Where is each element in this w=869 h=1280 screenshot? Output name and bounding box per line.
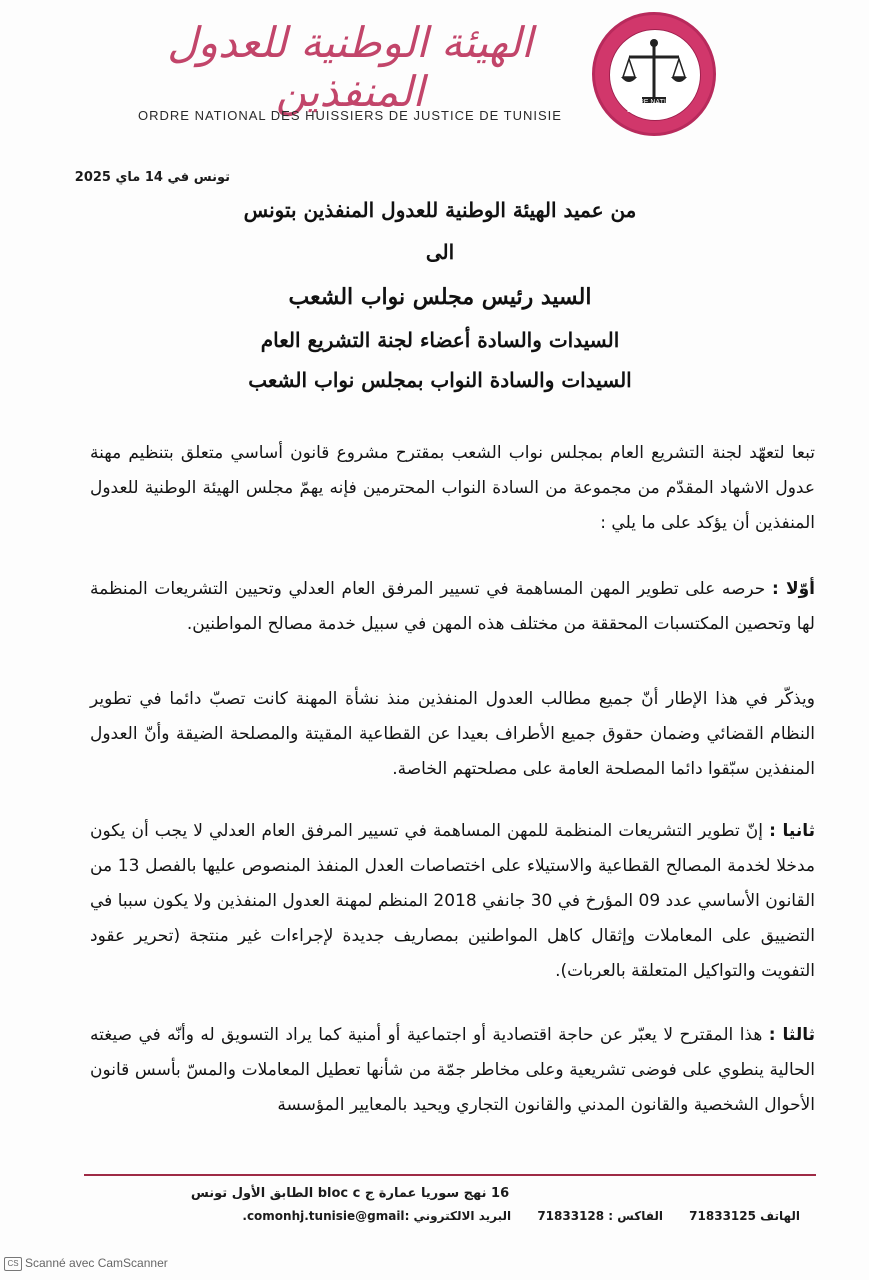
- footer-divider: [84, 1174, 816, 1176]
- letter-date: تونس في 14 ماي 2025: [74, 170, 230, 185]
- to-heading: الى: [425, 240, 455, 264]
- sender-heading: من عميد الهيئة الوطنية للعدول المنفذين بتونس: [243, 198, 637, 222]
- footer-address: 16 نهج سوريا عمارة ج bloc c الطابق الأول تونس: [190, 1186, 510, 1201]
- organization-seal-logo: [592, 12, 716, 136]
- organization-name-arabic: الهيئة الوطنية للعدول المنفذين: [167, 18, 533, 116]
- footer-fax: الفاكس : 71833128: [537, 1209, 663, 1223]
- intro-paragraph: تبعا لتعهّد لجنة التشريع العام بمجلس نواب الشعب بمقترح مشروع قانون أساسي متعلق بتنظيم مهنة عدول الاشهاد المقدّم من مجموعة من السادة النواب المحترمين فإنه يهمّ مجلس الهيئة الوطنية للعدول المنفذين أن يؤكد على ما يلي :: [90, 443, 815, 533]
- paragraph-first-lead: أوّلا :: [771, 579, 815, 599]
- footer-email: البريد الالكتروني :comonhj.tunisie@gmail.: [242, 1209, 512, 1223]
- paragraph-third-text: هذا المقترح لا يعبّر عن حاجة اقتصادية أو اجتماعية أو أمنية كما يراد التسويق له وأنّه في صيغته الحالية ينطوي على فوضى تشريعية وعلى مخاطر جمّة من شأنها تعطيل المعاملات والمسّ بأسس قانون الأحوال الشخصية والقانون المدني والقانون التجاري ويحيد بالمعايير المؤسسة: [90, 1025, 815, 1115]
- paragraph-third: [90, 1018, 815, 1123]
- paragraph-third-lead: ثالثا :: [768, 1025, 815, 1045]
- footer-contact: [40, 1209, 800, 1223]
- recipient-heading-1: السيد رئيس مجلس نواب الشعب: [288, 284, 592, 310]
- footer-phone: الهاتف 71833125: [689, 1209, 800, 1223]
- paragraph-first: [90, 572, 815, 642]
- scanner-watermark: [4, 1256, 168, 1271]
- recipient-heading-3: السيدات والسادة النواب بمجلس نواب الشعب: [248, 368, 632, 392]
- organization-name-french: ORDRE NATIONAL DES HUISSIERS DE JUSTICE DE TUNISIE: [138, 108, 562, 123]
- paragraph-second-lead: ثانيا :: [769, 821, 815, 841]
- recipient-heading-2: السيدات والسادة أعضاء لجنة التشريع العام: [260, 328, 620, 352]
- paragraph-second: [90, 814, 815, 989]
- scanner-watermark-text: Scanné avec CamScanner: [25, 1256, 168, 1270]
- paragraph-first-text: حرصه على تطوير المهن المساهمة في تسيير المرفق العام العدلي وتحيين التشريعات المنظمة لها وتحصين المكتسبات المحققة من مختلف هذه المهن في سبيل خدمة مصالح المواطنين.: [90, 579, 815, 634]
- paragraph-reminder: ويذكّر في هذا الإطار أنّ جميع مطالب العدول المنفذين منذ نشأة المهنة كانت تصبّ دائما في تطوير النظام القضائي وضمان حقوق جميع الأطراف بعيدا عن القطاعية المقيتة والمصلحة الضيقة وأنّ العدول المنفذين سبّقوا دائما المصلحة العامة على مصلحتهم الخاصة.: [90, 689, 815, 779]
- camscanner-icon: CS: [4, 1257, 22, 1271]
- paragraph-second-text: إنّ تطوير التشريعات المنظمة للمهن المساهمة في تسيير المرفق العام العدلي لا يجب أن يكون مدخلا لخدمة المصالح القطاعية والاستيلاء على اختصاصات العدل المنفذ المنصوص عليها بالفصل 13 من القانون الأساسي عدد 09 المؤرخ في 30 جانفي 2018 المنظم لمهنة العدول المنفذين ولا يكون سببا في التضييق على المعاملات وإثقال كاهل المواطنين بمصاريف جديدة لإجراءات غير منتجة (تحرير عقود التفويت والتواكيل المتعلقة بالعربات).: [90, 821, 815, 981]
- seal-caption: ORDRE NATIONAL DES HUISSIERS: [623, 99, 685, 114]
